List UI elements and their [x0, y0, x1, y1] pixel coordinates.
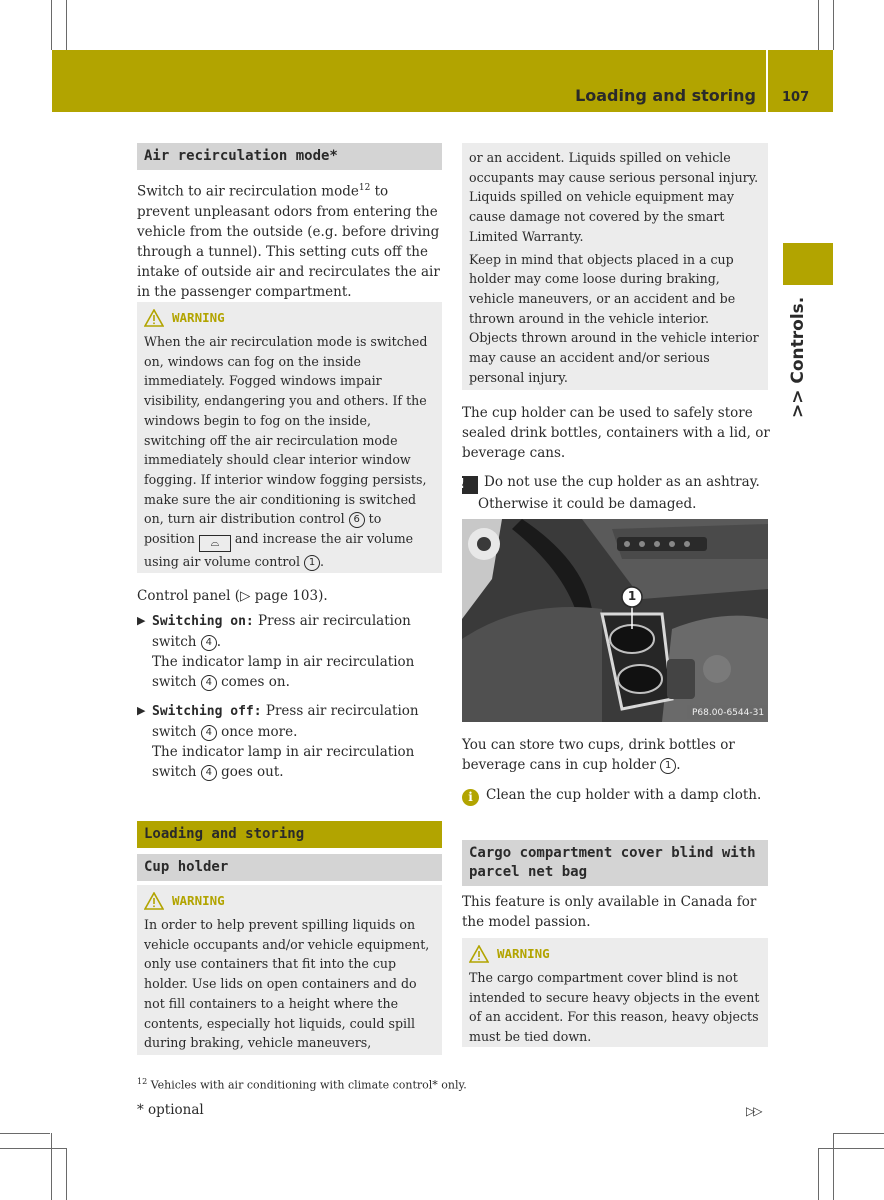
callout-1: 1: [660, 758, 676, 774]
warning-triangle-icon: [469, 945, 489, 963]
warning-text: Keep in mind that objects placed in a cup holder may come loose during braking, vehicle maneuvers, or an accident and be thrown around in the vehicle interior. Objects thrown around in the vehicle interior may cause an accident and/or serious personal injury.: [469, 251, 759, 385]
warning-box-cup-holder: [137, 885, 442, 1055]
info-note: i Clean the cup holder with a damp cloth.: [462, 785, 770, 806]
crop-mark: [833, 1133, 884, 1134]
bullet-arrow-icon: ▶: [137, 704, 146, 717]
warning-text: When the air recirculation mode is switched on, windows can fog on the inside immediately. Fogged windows impair visibility, endangering you and others. If the windows begin to fog on the inside, switching off the air recirculation mode immediately should clear interior window fogging. If interior window fogging persists, make sure the air conditioning is switched on, turn air distribution control 6 to position ⌓ and increase the air volume using air volume control 1 .: [144, 334, 428, 570]
warning-box-cargo: [462, 938, 768, 1047]
warning-text: The cargo compartment cover blind is not intended to secure heavy objects in the event of an accident. For this reason, heavy objects must be tied down.: [469, 970, 760, 1045]
warning-triangle-icon: [144, 309, 164, 327]
warning-label: WARNING: [172, 310, 225, 326]
crop-mark: [66, 0, 67, 50]
footnote-ref: 12: [358, 183, 371, 193]
photo-code: P68.00-6544-31: [692, 708, 765, 718]
footnote: [137, 1074, 757, 1094]
warning-heading: [469, 943, 761, 965]
callout-6: 6: [349, 512, 365, 528]
warning-text: In order to help prevent spilling liquids on vehicle occupants and/or vehicle equipment, only use containers that fit into the cup holder. Use lids on open containers and do not fill containers to a height where the contents, especially hot liquids, could spill during braking, vehicle maneuvers,: [144, 917, 430, 1051]
callout-4: 4: [201, 725, 217, 741]
optional-note: * optional: [137, 1102, 204, 1118]
crop-mark: [833, 0, 834, 50]
cup-holder-paragraph: The cup holder can be used to safely store sealed drink bottles, containers with a lid, or beverage cans.: [462, 405, 770, 461]
store-paragraph: You can store two cups, drink bottles or beverage cans in cup holder 1 .: [462, 737, 735, 773]
warning-heading: [144, 890, 435, 912]
crop-mark: [0, 1133, 50, 1134]
continue-arrow-icon: ▷▷: [746, 1104, 761, 1118]
crop-mark: [818, 0, 819, 50]
footnote-text: Vehicles with air conditioning with climate control* only.: [150, 1078, 467, 1092]
warning-box-cup-holder-continued: [462, 143, 768, 390]
warning-triangle-icon: [144, 892, 164, 910]
callout-4: 4: [201, 635, 217, 651]
control-panel-ref: Control panel (▷ page 103).: [137, 588, 328, 604]
air-recirculation-paragraph: Switch to air recirculation mode$^{12}$ to prevent unpleasant odors from entering the vehicle from the outside (e.g. before driving through a tunnel). This setting cuts off the intake of outside air and recirculates the air in the passenger compartment.: [137, 183, 440, 300]
side-tab-marker: [783, 243, 833, 285]
warning-label: WARNING: [172, 893, 225, 909]
exclamation-icon: !: [462, 476, 478, 494]
crop-mark: [66, 1148, 67, 1200]
cup-holder-illustration: [462, 519, 768, 722]
warning-label: WARNING: [497, 946, 550, 962]
callout-1: 1: [304, 555, 320, 571]
section-heading-cargo: Cargo compartment cover blind with parcel net bag: [462, 840, 768, 886]
warning-box-fogging: [137, 302, 442, 573]
bullet-switching-off: ▶ Switching off: Press air recirculation switch 4 once more. The indicator lamp in air recirculation switch 4 goes out.: [137, 703, 419, 780]
info-icon: i: [462, 789, 479, 806]
section-heading-cup-holder: Cup holder: [137, 854, 442, 881]
page-title: Loading and storing: [575, 86, 756, 105]
crop-mark: [51, 1133, 52, 1200]
windshield-defrost-icon: ⌓: [199, 535, 231, 552]
bullet-arrow-icon: ▶: [137, 614, 146, 627]
crop-mark: [51, 0, 52, 50]
warning-heading: [144, 307, 435, 329]
callout-4: 4: [201, 675, 217, 691]
callout-4: 4: [201, 765, 217, 781]
section-heading-air-recirculation: Air recirculation mode*: [137, 143, 442, 170]
warning-text: or an accident. Liquids spilled on vehicle occupants may cause serious personal injury. Liquids spilled on vehicle equipment may cause damage not covered by the smart Limited Warranty.: [469, 150, 759, 244]
page-number: 107: [782, 90, 810, 105]
section-heading-loading: Loading and storing: [137, 821, 442, 848]
side-tab[interactable]: [780, 296, 820, 450]
note-ashtray: ! Do not use the cup holder as an ashtray. Otherwise it could be damaged.: [459, 474, 760, 512]
photo-callout-1: 1: [627, 589, 637, 603]
bullet-switching-on: ▶ Switching on: Press air recirculation switch 4 . The indicator lamp in air recirculation switch 4 comes on.: [137, 613, 415, 690]
side-tab-label: >> Controls.: [788, 296, 808, 418]
cup-holder-photo: [462, 519, 768, 722]
crop-mark: [833, 1133, 834, 1200]
footnote-number: 12: [137, 1077, 148, 1086]
header-divider: [766, 50, 768, 112]
crop-mark: [818, 1148, 884, 1149]
crop-mark: [0, 1148, 66, 1149]
cargo-paragraph: This feature is only available in Canada for the model passion.: [462, 894, 757, 930]
crop-mark: [818, 1148, 819, 1200]
